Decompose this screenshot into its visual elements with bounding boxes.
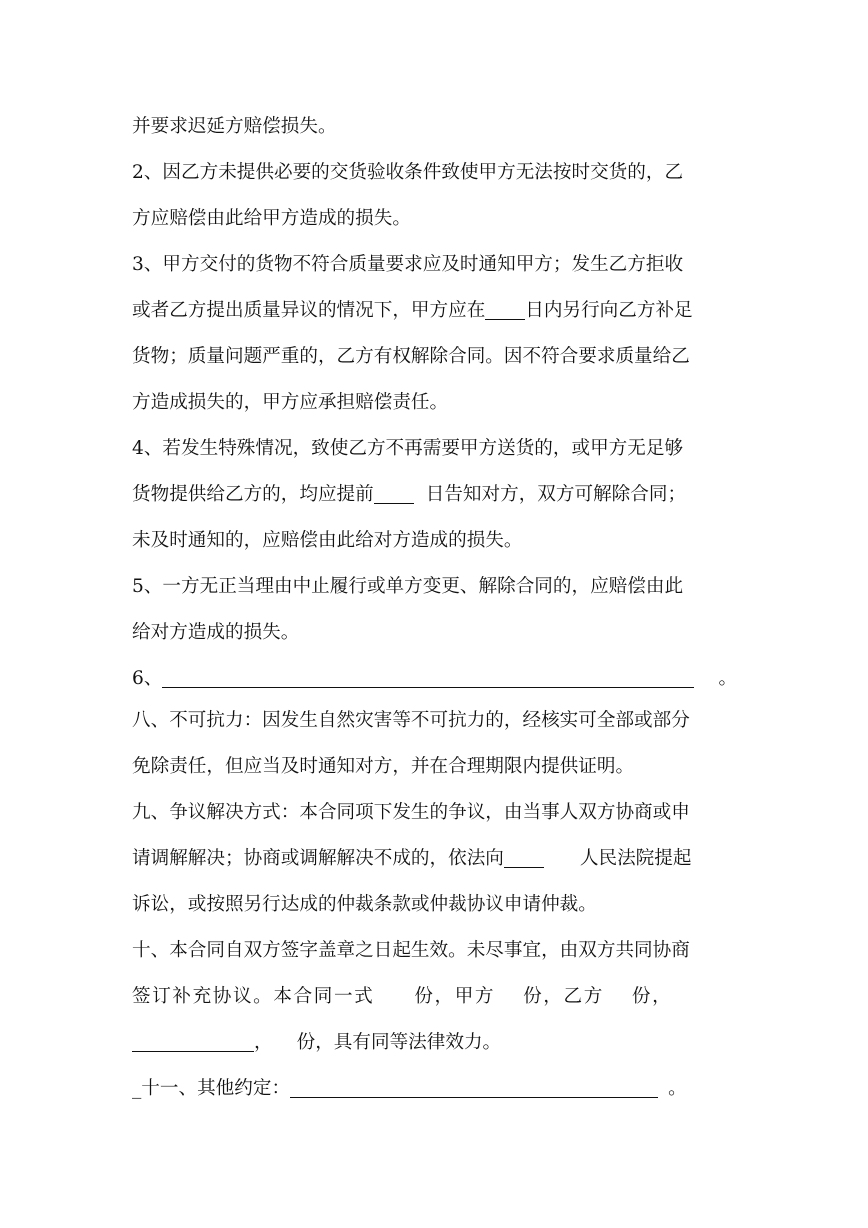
line-text: 未及时通知的，应赔偿由此给对方造成的损失。 xyxy=(132,530,523,551)
line-text: 请调解解决；协商或调解解决不成的，依法向 xyxy=(132,848,504,869)
text-line xyxy=(132,706,742,736)
line-text: 5、一方无正当理由中止履行或单方变更、解除合同的，应赔偿由此 xyxy=(132,576,684,597)
line-text: _十一、其他约定： xyxy=(132,1078,291,1099)
text-line xyxy=(132,204,742,234)
line-text: 方应赔偿由此给甲方造成的损失。 xyxy=(132,208,411,229)
text-line xyxy=(132,752,742,782)
line-text: 份，乙方 xyxy=(523,986,604,1007)
line-text: 2、因乙方未提供必要的交货验收条件致使甲方无法按时交货的，乙 xyxy=(132,162,684,183)
line-text: 货物；质量问题严重的，乙方有权解除合同。因不符合要求质量给乙 xyxy=(132,346,690,367)
line-text: 签订补充协议。本合同一式 xyxy=(132,986,375,1007)
line-text: 份，具有同等法律效力。 xyxy=(296,1032,502,1053)
line-text: 日告知对方，双方可解除合同； xyxy=(425,484,687,505)
text-line xyxy=(132,158,742,188)
text-line xyxy=(132,936,742,966)
line-text: 货物提供给乙方的，均应提前 xyxy=(132,484,374,505)
text-line xyxy=(132,250,742,280)
blank-underline xyxy=(162,665,694,688)
line-text: 份， xyxy=(631,986,673,1007)
text-line xyxy=(132,342,742,372)
text-line xyxy=(132,112,742,142)
line-text: 免除责任，但应当及时通知对方，并在合理期限内提供证明。 xyxy=(132,756,635,777)
line-text: 九、争议解决方式：本合同项下发生的争议，由当事人双方协商或申 xyxy=(132,802,690,823)
line-text: 给对方造成的损失。 xyxy=(132,622,300,643)
text-line xyxy=(132,1074,742,1104)
text-line xyxy=(132,388,742,418)
text-line xyxy=(132,526,742,556)
line-text: 并要求迟延方赔偿损失。 xyxy=(132,116,337,137)
line-text: 6、 xyxy=(132,668,163,689)
line-text: 。 xyxy=(718,668,738,689)
blank-underline xyxy=(485,297,525,320)
text-line xyxy=(132,664,742,694)
text-line xyxy=(132,844,742,874)
line-text: 八、不可抗力：因发生自然灾害等不可抗力的，经核实可全部或部分 xyxy=(132,710,690,731)
text-line xyxy=(132,618,742,648)
line-text: 或者乙方提出质量异议的情况下，甲方应在 xyxy=(132,300,486,321)
blank-underline xyxy=(132,1029,254,1052)
line-text: 。 xyxy=(668,1078,687,1099)
blank-underline xyxy=(290,1075,658,1098)
text-line xyxy=(132,572,742,602)
line-text: 人民法院提起 xyxy=(579,848,692,869)
text-line xyxy=(132,434,742,464)
line-text: ， xyxy=(254,1032,273,1053)
line-text: 诉讼，或按照另行达成的仲裁条款或仲裁协议申请仲裁。 xyxy=(132,894,597,915)
text-line xyxy=(132,982,742,1012)
line-text: 十、本合同自双方签字盖章之日起生效。未尽事宜，由双方共同协商 xyxy=(132,940,690,961)
text-line xyxy=(132,480,742,510)
text-line xyxy=(132,1028,742,1058)
line-text: 日内另行向乙方补足 xyxy=(525,300,693,321)
line-text: 4、若发生特殊情况，致使乙方不再需要甲方送货的，或甲方无足够 xyxy=(132,438,684,459)
line-text: 3、甲方交付的货物不符合质量要求应及时通知甲方；发生乙方拒收 xyxy=(132,254,684,275)
blank-underline xyxy=(504,845,544,868)
line-text: 方造成损失的，甲方应承担赔偿责任。 xyxy=(132,392,449,413)
text-line xyxy=(132,296,742,326)
blank-underline xyxy=(374,481,414,504)
line-text: 份，甲方 xyxy=(414,986,496,1007)
text-line xyxy=(132,798,742,828)
text-line xyxy=(132,890,742,920)
